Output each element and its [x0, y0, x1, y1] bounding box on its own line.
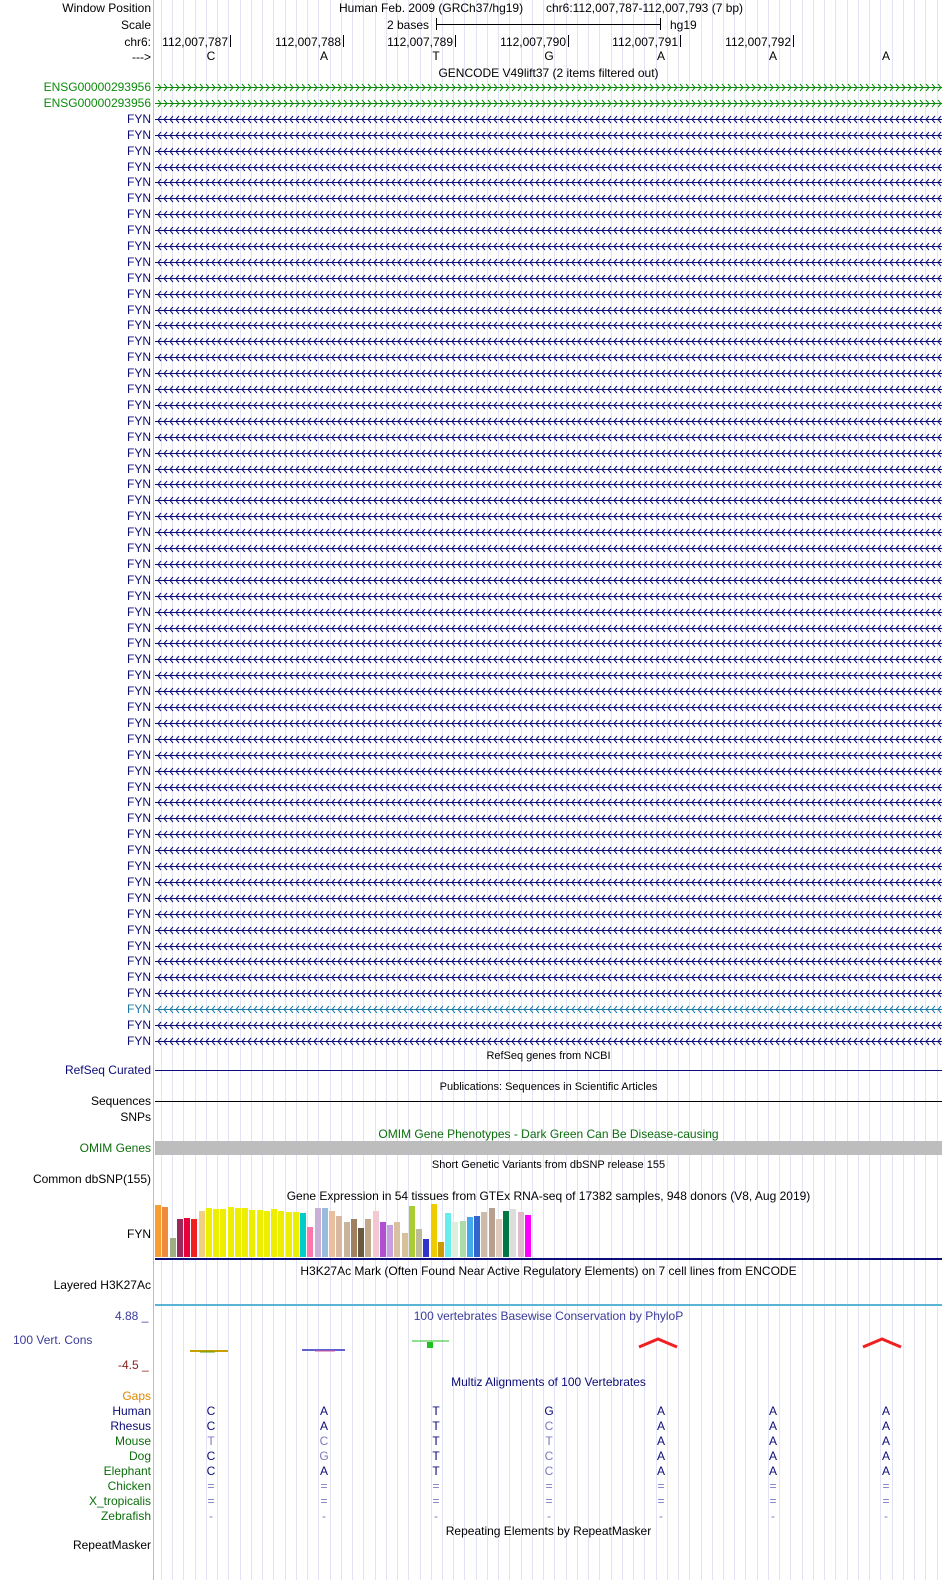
coordinate-tick [793, 35, 794, 47]
fyn-row-feature[interactable] [155, 512, 942, 521]
alignment-base: T [545, 1434, 553, 1448]
gtex-bar[interactable] [271, 1209, 277, 1257]
gtex-bar[interactable] [481, 1212, 487, 1257]
coordinate-tick [230, 35, 231, 47]
gtex-bar[interactable] [228, 1207, 234, 1257]
publications-track-title[interactable]: Publications: Sequences in Scientific Articles [439, 1081, 658, 1093]
gtex-bar[interactable] [162, 1207, 168, 1257]
scale-bar [436, 18, 661, 30]
fyn-row-label[interactable]: FYN [127, 827, 151, 841]
fyn-row-feature[interactable] [155, 163, 942, 172]
alignment-base: = [432, 1479, 440, 1493]
fyn-row-feature[interactable] [155, 1037, 942, 1046]
fyn-row-feature[interactable] [155, 337, 942, 346]
alignment-base: T [432, 1449, 440, 1463]
alignment-base: - [547, 1509, 551, 1523]
gtex-bar[interactable] [373, 1211, 379, 1257]
fyn-row-label[interactable]: FYN [127, 652, 151, 666]
repeatmasker-track-title[interactable]: Repeating Elements by RepeatMasker [445, 1524, 652, 1538]
fyn-row-feature[interactable] [155, 194, 942, 203]
publications-label[interactable]: Sequences [90, 1094, 151, 1108]
fyn-row-label[interactable]: FYN [127, 430, 151, 444]
fyn-row-label[interactable]: FYN [127, 144, 151, 158]
fyn-row-label[interactable]: FYN [127, 891, 151, 905]
fyn-row-feature[interactable] [155, 751, 942, 760]
fyn-row-label[interactable]: FYN [127, 573, 151, 587]
fyn-row-label[interactable]: FYN [127, 748, 151, 762]
alignment-base: A [881, 1464, 890, 1478]
gtex-bar[interactable] [474, 1216, 480, 1257]
fyn-row-label[interactable]: FYN [127, 605, 151, 619]
species-label[interactable]: Chicken [107, 1479, 151, 1493]
alignment-base: C [206, 1404, 216, 1418]
gtex-bar[interactable] [213, 1209, 219, 1257]
base-letter[interactable]: A [656, 49, 665, 63]
gtex-track-title[interactable]: Gene Expression in 54 tissues from GTEx RNA-seq of 17382 samples, 948 donors (V8, Aug 2019) [286, 1189, 811, 1203]
fyn-row-label[interactable]: FYN [127, 128, 151, 142]
alignment-base: A [656, 1434, 665, 1448]
alignment-base: T [432, 1419, 440, 1433]
scale-db: hg19 [670, 18, 697, 32]
alignment-base: = [545, 1494, 553, 1508]
fyn-row-label[interactable]: FYN [127, 811, 151, 825]
gtex-bar[interactable] [293, 1212, 299, 1257]
fyn-row-feature[interactable] [155, 576, 942, 585]
fyn-row-feature[interactable] [155, 321, 942, 330]
coordinate-label: 112,007,791 [612, 35, 678, 49]
fyn-row-label[interactable]: FYN [127, 700, 151, 714]
alignment-base: = [207, 1494, 215, 1508]
alignment-base: G [544, 1404, 554, 1418]
gtex-bar[interactable] [423, 1239, 429, 1257]
alignment-base: = [882, 1479, 890, 1493]
gtex-bar[interactable] [315, 1208, 321, 1257]
fyn-row-feature[interactable] [155, 465, 942, 474]
repeatmasker-label[interactable]: RepeatMasker [72, 1538, 151, 1552]
alignment-base: A [656, 1419, 665, 1433]
gtex-bar[interactable] [409, 1206, 415, 1257]
alignment-base: = [769, 1494, 777, 1508]
alignment-base: - [209, 1509, 213, 1523]
gtex-bar[interactable] [416, 1229, 422, 1257]
gtex-bar[interactable] [300, 1213, 306, 1257]
phylop-mark-3b [427, 1342, 433, 1348]
species-label[interactable]: X_tropicalis [88, 1494, 151, 1508]
gtex-bar[interactable] [249, 1210, 255, 1257]
fyn-row-feature[interactable] [155, 258, 942, 267]
gtex-bar[interactable] [380, 1222, 386, 1257]
base-letter[interactable]: A [768, 49, 777, 63]
coordinate-label: 112,007,787 [162, 35, 228, 49]
alignment-base: C [319, 1434, 329, 1448]
fyn-row-feature[interactable] [155, 1005, 942, 1014]
gtex-gene-line [155, 1258, 942, 1260]
fyn-row-feature[interactable] [155, 814, 942, 823]
fyn-row-feature[interactable] [155, 417, 942, 426]
alignment-base: A [768, 1464, 777, 1478]
gtex-bar[interactable] [206, 1208, 212, 1257]
gtex-bar[interactable] [394, 1222, 400, 1257]
chrom-label: chr6: [124, 35, 151, 49]
fyn-row-feature[interactable] [155, 894, 942, 903]
fyn-row-label[interactable]: FYN [127, 764, 151, 778]
assembly-name: Human Feb. 2009 (GRCh37/hg19) [339, 1, 524, 15]
alignment-base: A [768, 1404, 777, 1418]
coordinate-label: 112,007,788 [275, 35, 341, 49]
phylop-mark-5 [639, 1339, 677, 1347]
gtex-bar[interactable] [510, 1209, 516, 1257]
alignment-base: - [771, 1509, 775, 1523]
ensg-row-label[interactable]: ENSG00000293956 [43, 80, 151, 94]
fyn-row-feature[interactable] [155, 544, 942, 553]
gtex-bar[interactable] [431, 1204, 437, 1257]
fyn-row-feature[interactable] [155, 735, 942, 744]
h3k27ac-signal-baseline [155, 1304, 942, 1306]
fyn-row-feature[interactable] [155, 973, 942, 982]
gtex-bar[interactable] [503, 1211, 509, 1257]
fyn-row-label[interactable]: FYN [127, 795, 151, 809]
fyn-row-label[interactable]: FYN [127, 589, 151, 603]
alignment-base: = [545, 1479, 553, 1493]
fyn-row-feature[interactable] [155, 639, 942, 648]
fyn-row-label[interactable]: FYN [127, 414, 151, 428]
fyn-row-feature[interactable] [155, 449, 942, 458]
fyn-row-label[interactable]: FYN [127, 859, 151, 873]
fyn-row-feature[interactable] [155, 767, 942, 776]
fyn-row-feature[interactable] [155, 178, 942, 187]
alignment-base: A [656, 1449, 665, 1463]
gtex-bar[interactable] [525, 1215, 531, 1257]
fyn-row-feature[interactable] [155, 592, 942, 601]
window-position-value: chr6:112,007,787-112,007,793 (7 bp) [546, 1, 744, 15]
fyn-row-label[interactable]: FYN [127, 525, 151, 539]
gtex-bar[interactable] [358, 1228, 364, 1257]
alignment-base: = [769, 1479, 777, 1493]
base-letter[interactable]: C [206, 49, 216, 63]
fyn-row-feature[interactable] [155, 878, 942, 887]
fyn-row-feature[interactable] [155, 624, 942, 633]
alignment-base: A [768, 1434, 777, 1448]
gtex-bar-chart[interactable] [155, 1203, 555, 1257]
fyn-row-feature[interactable] [155, 226, 942, 235]
fyn-row-feature[interactable] [155, 719, 942, 728]
alignment-base: T [432, 1434, 440, 1448]
h3k27ac-label[interactable]: Layered H3K27Ac [53, 1278, 151, 1292]
gtex-bar[interactable] [264, 1211, 270, 1257]
fyn-row-feature[interactable] [155, 671, 942, 680]
gtex-bar[interactable] [220, 1209, 226, 1257]
fyn-row-feature[interactable] [155, 926, 942, 935]
alignment-base: - [884, 1509, 888, 1523]
fyn-row-label[interactable]: FYN [127, 1002, 151, 1016]
alignment-base: A [319, 1419, 328, 1433]
alignment-base: = [320, 1494, 328, 1508]
alignment-base: = [657, 1479, 665, 1493]
alignment-base: A [881, 1449, 890, 1463]
fyn-row-feature[interactable] [155, 385, 942, 394]
multiz-track-title[interactable]: Multiz Alignments of 100 Vertebrates [451, 1375, 646, 1389]
alignment-base: = [320, 1479, 328, 1493]
scale-text: 2 bases [387, 18, 430, 32]
alignment-base: A [319, 1464, 328, 1478]
fyn-row-feature[interactable] [155, 910, 942, 919]
fyn-row-label[interactable]: FYN [127, 398, 151, 412]
phylop-track-title[interactable]: 100 vertebrates Basewise Conservation by PhyloP [413, 1309, 684, 1323]
ensg-row-feature[interactable] [155, 99, 942, 108]
fyn-row-label[interactable]: FYN [127, 366, 151, 380]
fyn-row-label[interactable]: FYN [127, 303, 151, 317]
fyn-row-label[interactable]: FYN [127, 112, 151, 126]
fyn-row-feature[interactable] [155, 131, 942, 140]
species-label[interactable]: Human [112, 1404, 151, 1418]
coordinate-label: 112,007,789 [387, 35, 453, 49]
fyn-row-label[interactable]: FYN [127, 716, 151, 730]
fyn-row-feature[interactable] [155, 798, 942, 807]
dbsnp-track-title[interactable]: Short Genetic Variants from dbSNP release 155 [431, 1159, 666, 1171]
h3k27ac-track-title[interactable]: H3K27Ac Mark (Often Found Near Active Regulatory Elements) on 7 cell lines from ENCODE [300, 1264, 797, 1278]
gtex-bar[interactable] [445, 1213, 451, 1257]
fyn-row-label[interactable]: FYN [127, 1018, 151, 1032]
gtex-bar[interactable] [460, 1221, 466, 1257]
fyn-row-feature[interactable] [155, 274, 942, 283]
fyn-row-label[interactable]: FYN [127, 191, 151, 205]
fyn-row-label[interactable]: FYN [127, 684, 151, 698]
fyn-row-label[interactable]: FYN [127, 239, 151, 253]
fyn-row-label[interactable]: FYN [127, 621, 151, 635]
fyn-row-label[interactable]: FYN [127, 557, 151, 571]
alignment-base: A [881, 1434, 890, 1448]
species-label[interactable]: Elephant [103, 1464, 151, 1478]
fyn-row-feature[interactable] [155, 862, 942, 871]
fyn-row-label[interactable]: FYN [127, 1034, 151, 1048]
gtex-bar[interactable] [452, 1222, 458, 1257]
gtex-bar[interactable] [329, 1211, 335, 1257]
gtex-bar[interactable] [438, 1242, 444, 1257]
alignment-base: C [544, 1419, 554, 1433]
fyn-row-label[interactable]: FYN [127, 875, 151, 889]
gtex-bar[interactable] [489, 1208, 495, 1257]
alignment-base: T [432, 1464, 440, 1478]
coordinate-tick [568, 35, 569, 47]
phylop-label[interactable]: 100 Vert. Cons [13, 1333, 93, 1347]
species-label[interactable]: Rhesus [110, 1419, 151, 1433]
gtex-bar[interactable] [344, 1222, 350, 1257]
omim-feature[interactable] [155, 1141, 942, 1155]
fyn-row-label[interactable]: FYN [127, 334, 151, 348]
publications-feature[interactable] [155, 1094, 942, 1108]
gtex-bar[interactable] [286, 1212, 292, 1257]
gtex-bar[interactable] [307, 1227, 313, 1257]
gaps-label[interactable]: Gaps [122, 1389, 151, 1403]
fyn-row-feature[interactable] [155, 353, 942, 362]
gtex-bar[interactable] [351, 1219, 357, 1257]
omim-track-title[interactable]: OMIM Gene Phenotypes - Dark Green Can Be Disease-causing [378, 1127, 719, 1141]
base-letter[interactable]: A [881, 49, 890, 63]
coordinate-tick [343, 35, 344, 47]
alignment-base: - [659, 1509, 663, 1523]
gtex-bar[interactable] [278, 1211, 284, 1257]
fyn-row-label[interactable]: FYN [127, 732, 151, 746]
fyn-row-feature[interactable] [155, 480, 942, 489]
alignment-base: = [432, 1494, 440, 1508]
gtex-label[interactable]: FYN [127, 1227, 151, 1241]
fyn-row-label[interactable]: FYN [127, 382, 151, 396]
fyn-row-label[interactable]: FYN [127, 541, 151, 555]
gencode-track-title[interactable]: GENCODE V49lift37 (2 items filtered out) [438, 66, 659, 80]
coordinate-label: 112,007,792 [725, 35, 791, 49]
alignment-base: C [544, 1464, 554, 1478]
fyn-row-label[interactable]: FYN [127, 923, 151, 937]
phylop-plot[interactable] [155, 1322, 942, 1362]
snps-label[interactable]: SNPs [120, 1110, 151, 1124]
fyn-row-feature[interactable] [155, 957, 942, 966]
gtex-bar[interactable] [155, 1205, 161, 1257]
fyn-row-label[interactable]: FYN [127, 175, 151, 189]
label-separator [153, 0, 154, 1580]
fyn-row-feature[interactable] [155, 608, 942, 617]
gtex-bar[interactable] [191, 1219, 197, 1257]
alignment-base: = [657, 1494, 665, 1508]
fyn-row-label[interactable]: FYN [127, 160, 151, 174]
fyn-row-feature[interactable] [155, 846, 942, 855]
alignment-base: - [322, 1509, 326, 1523]
gtex-bar[interactable] [402, 1233, 408, 1257]
coordinate-label: 112,007,790 [500, 35, 566, 49]
alignment-base: A [768, 1449, 777, 1463]
gtex-bar[interactable] [199, 1211, 205, 1257]
scale-label: Scale [120, 18, 151, 32]
fyn-row-feature[interactable] [155, 147, 942, 156]
fyn-row-label[interactable]: FYN [127, 462, 151, 476]
refseq-label[interactable]: RefSeq Curated [64, 1063, 151, 1077]
coordinate-tick [455, 35, 456, 47]
fyn-row-label[interactable]: FYN [127, 446, 151, 460]
fyn-row-label[interactable]: FYN [127, 318, 151, 332]
gtex-bar[interactable] [322, 1208, 328, 1257]
coordinate-tick [680, 35, 681, 47]
window-position-label: Window Position [62, 1, 151, 15]
fyn-row-feature[interactable] [155, 703, 942, 712]
fyn-row-label[interactable]: FYN [127, 287, 151, 301]
fyn-row-feature[interactable] [155, 560, 942, 569]
alignment-base: C [206, 1464, 216, 1478]
alignment-base: A [656, 1464, 665, 1478]
fyn-row-feature[interactable] [155, 115, 942, 124]
alignment-base: C [206, 1419, 216, 1433]
refseq-track-title[interactable]: RefSeq genes from NCBI [486, 1050, 611, 1062]
fyn-row-feature[interactable] [155, 210, 942, 219]
fyn-row-feature[interactable] [155, 655, 942, 664]
gtex-bar[interactable] [242, 1208, 248, 1257]
fyn-row-label[interactable]: FYN [127, 255, 151, 269]
alignment-base: A [319, 1404, 328, 1418]
gtex-bar[interactable] [257, 1210, 263, 1257]
fyn-row-label[interactable]: FYN [127, 223, 151, 237]
strand-label: ---> [132, 50, 151, 64]
phylop-max-value: 4.88 _ [115, 1309, 149, 1323]
alignment-base: C [544, 1449, 554, 1463]
omim-label[interactable]: OMIM Genes [79, 1141, 151, 1155]
fyn-row-label[interactable]: FYN [127, 636, 151, 650]
gtex-bar[interactable] [184, 1218, 190, 1257]
fyn-row-label[interactable]: FYN [127, 207, 151, 221]
gtex-bar[interactable] [170, 1238, 176, 1257]
base-letter[interactable]: T [432, 49, 440, 63]
alignment-base: A [881, 1404, 890, 1418]
gtex-bar[interactable] [336, 1216, 342, 1257]
alignment-base: T [207, 1434, 215, 1448]
gtex-bar[interactable] [518, 1212, 524, 1257]
fyn-row-feature[interactable] [155, 290, 942, 299]
fyn-row-label[interactable]: FYN [127, 939, 151, 953]
refseq-feature[interactable] [155, 1063, 942, 1077]
fyn-row-feature[interactable] [155, 433, 942, 442]
ensg-row-label[interactable]: ENSG00000293956 [43, 95, 151, 110]
species-label[interactable]: Mouse [114, 1434, 151, 1448]
dbsnp-label[interactable]: Common dbSNP(155) [32, 1172, 151, 1186]
fyn-row-label[interactable]: FYN [127, 954, 151, 968]
fyn-row-feature[interactable] [155, 496, 942, 505]
alignment-base: T [432, 1404, 440, 1418]
fyn-row-label[interactable]: FYN [127, 477, 151, 491]
alignment-base: C [206, 1449, 216, 1463]
alignment-base: - [434, 1509, 438, 1523]
gtex-bar[interactable] [235, 1208, 241, 1257]
alignment-base: A [656, 1404, 665, 1418]
gtex-bar[interactable] [467, 1217, 473, 1257]
fyn-row-feature[interactable] [155, 401, 942, 410]
fyn-row-label[interactable]: FYN [127, 493, 151, 507]
fyn-row-feature[interactable] [155, 830, 942, 839]
gtex-bar[interactable] [177, 1219, 183, 1257]
fyn-row-feature[interactable] [155, 783, 942, 792]
fyn-row-feature[interactable] [155, 1021, 942, 1030]
fyn-row-label[interactable]: FYN [127, 780, 151, 794]
phylop-mark-7 [863, 1339, 901, 1347]
fyn-row-label[interactable]: FYN [127, 350, 151, 364]
species-label[interactable]: Zebrafish [100, 1509, 151, 1523]
fyn-row-label[interactable]: FYN [127, 668, 151, 682]
alignment-base: A [768, 1419, 777, 1433]
ensg-row-feature[interactable] [155, 83, 942, 92]
phylop-min-value: -4.5 _ [118, 1358, 149, 1372]
species-label[interactable]: Dog [128, 1449, 151, 1463]
fyn-row-label[interactable]: FYN [127, 843, 151, 857]
alignment-base: G [319, 1449, 329, 1463]
fyn-row-label[interactable]: FYN [127, 970, 151, 984]
gtex-bar[interactable] [496, 1219, 502, 1257]
fyn-row-feature[interactable] [155, 369, 942, 378]
base-letter[interactable]: A [319, 49, 328, 63]
base-letter[interactable]: G [544, 49, 554, 63]
alignment-base: = [207, 1479, 215, 1493]
fyn-row-feature[interactable] [155, 989, 942, 998]
fyn-row-label[interactable]: FYN [127, 509, 151, 523]
fyn-row-feature[interactable] [155, 242, 942, 251]
fyn-row-feature[interactable] [155, 687, 942, 696]
fyn-row-feature[interactable] [155, 942, 942, 951]
fyn-row-label[interactable]: FYN [127, 986, 151, 1000]
fyn-row-feature[interactable] [155, 306, 942, 315]
gtex-bar[interactable] [387, 1225, 393, 1257]
alignment-base: = [882, 1494, 890, 1508]
fyn-row-label[interactable]: FYN [127, 271, 151, 285]
gtex-bar[interactable] [365, 1219, 371, 1257]
fyn-row-label[interactable]: FYN [127, 907, 151, 921]
alignment-base: A [881, 1419, 890, 1433]
fyn-row-feature[interactable] [155, 528, 942, 537]
